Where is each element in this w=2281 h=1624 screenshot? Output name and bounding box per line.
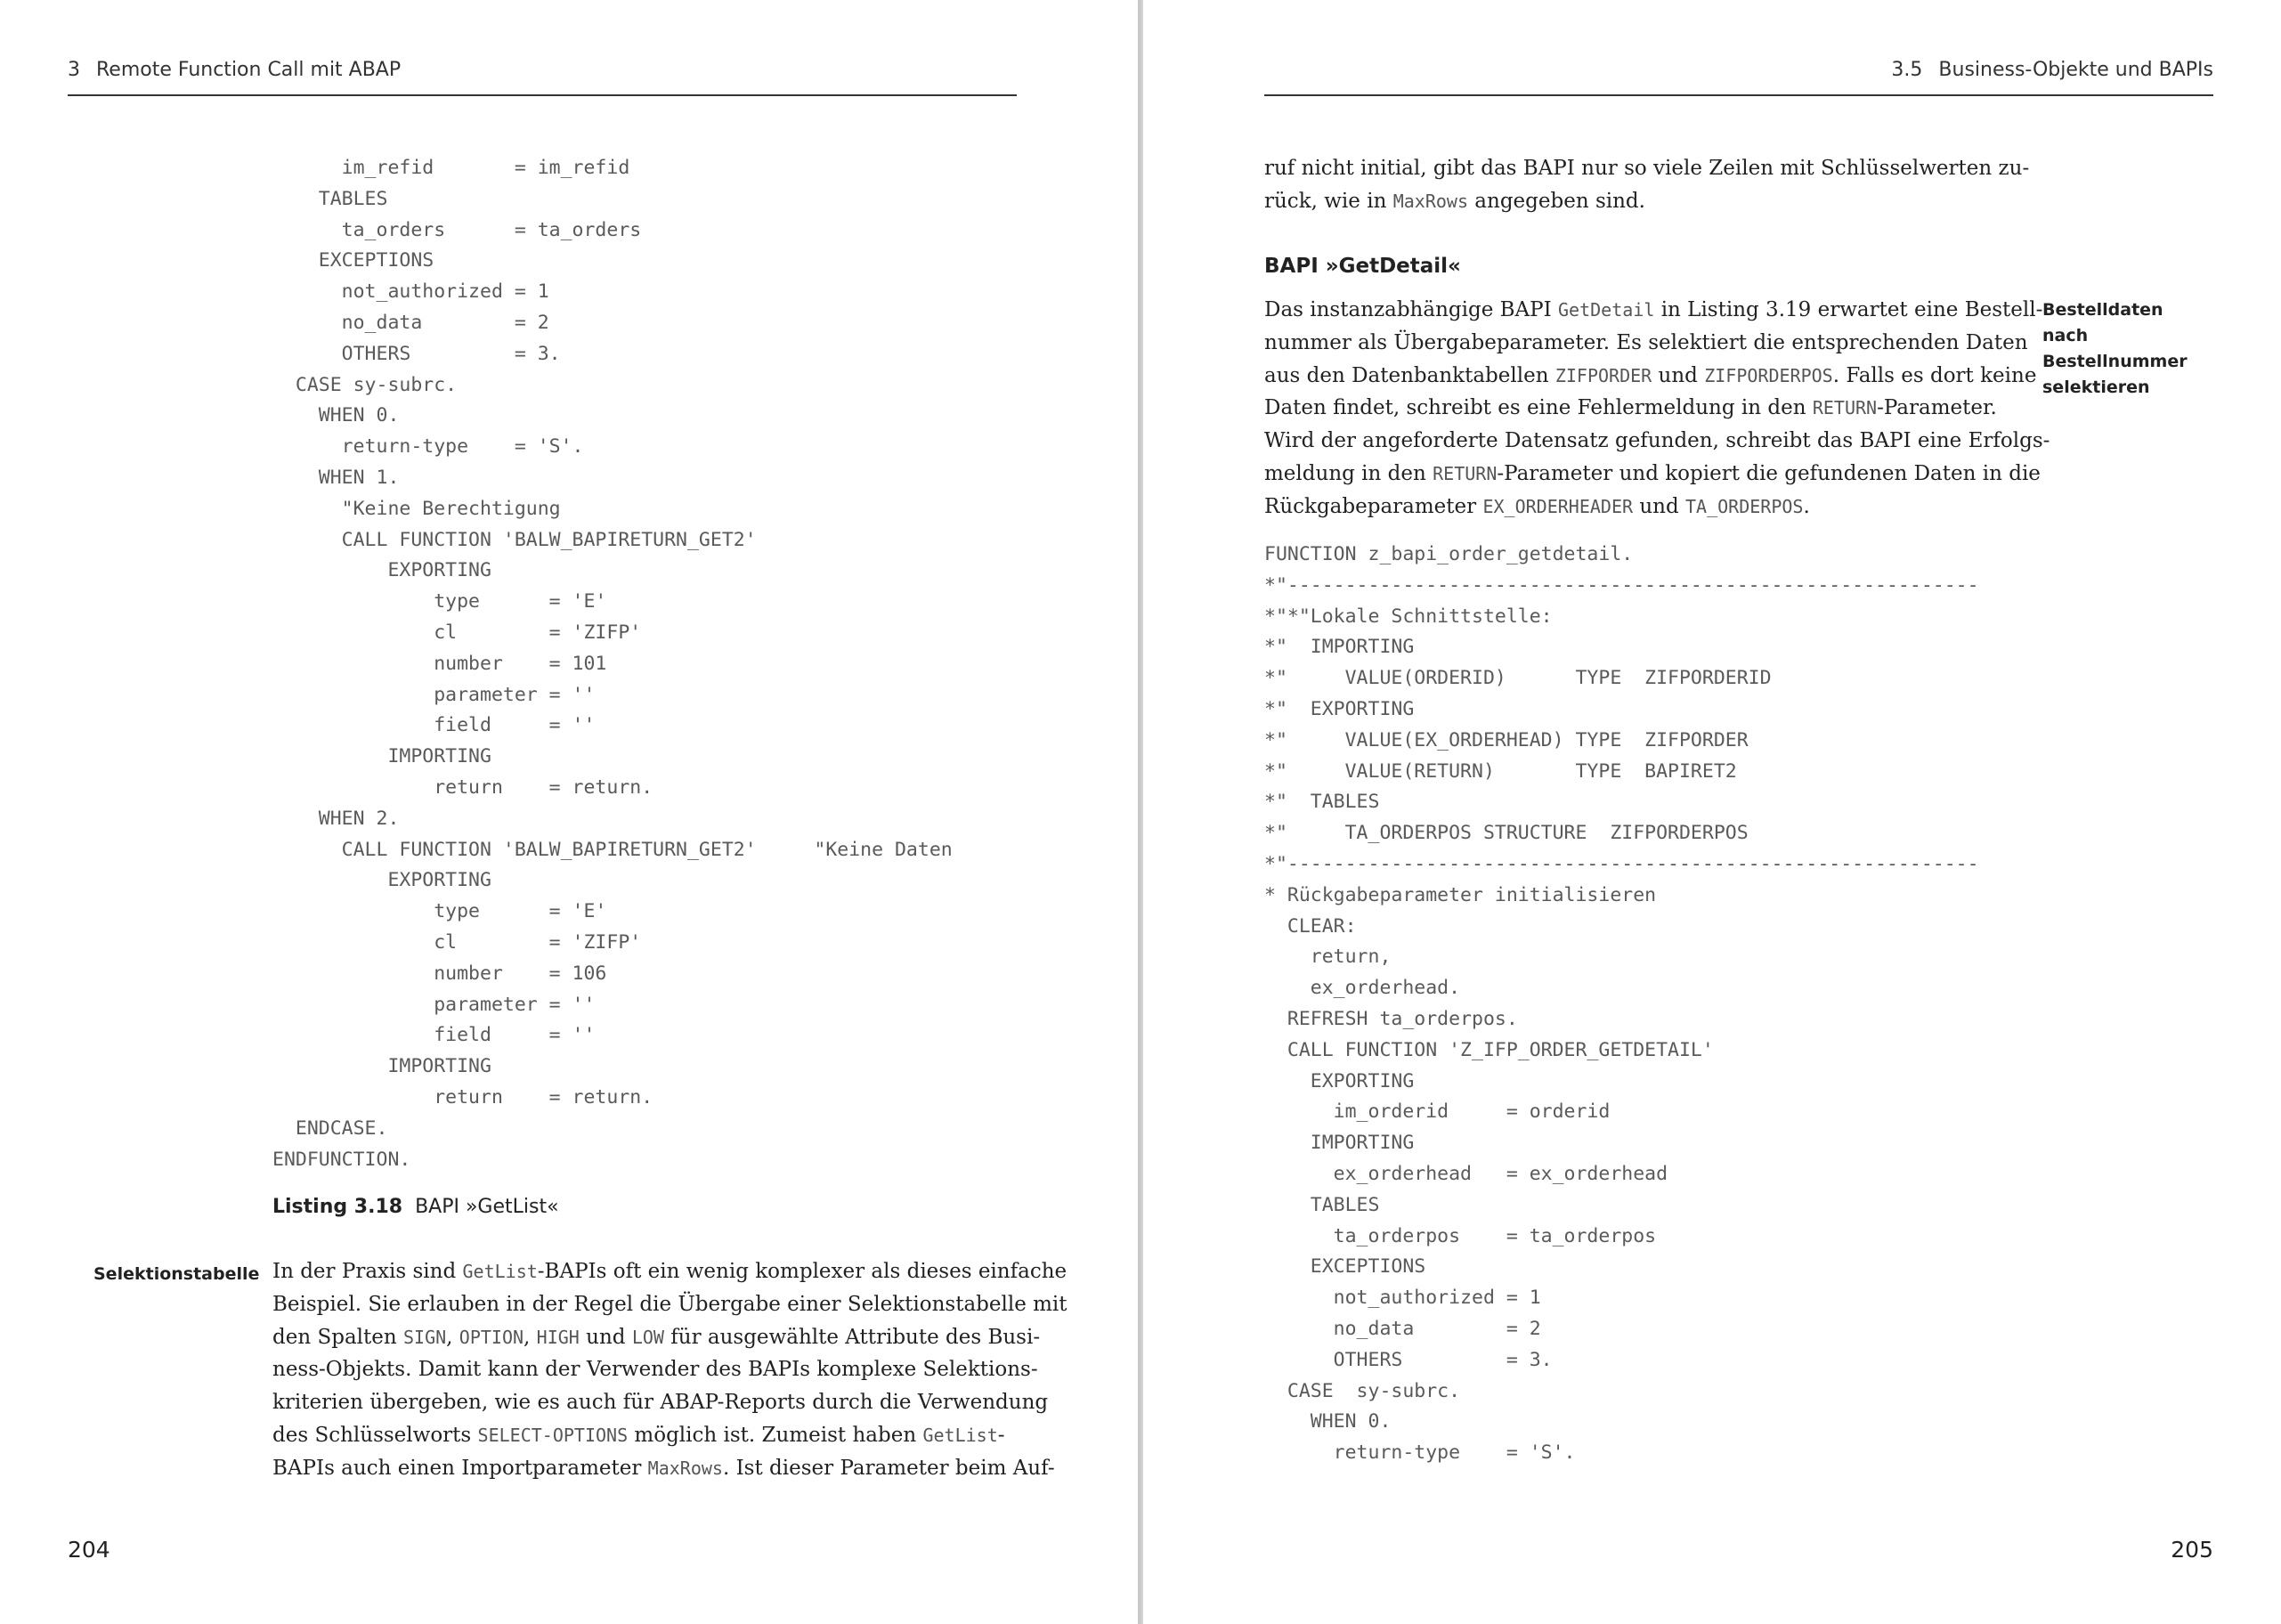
inline-code: SIGN bbox=[402, 1326, 447, 1348]
code-line: ta_orderpos = ta_orderpos bbox=[1264, 1224, 1657, 1247]
text-line bbox=[1264, 152, 2030, 185]
text-run: . bbox=[1803, 494, 1810, 518]
text-line bbox=[1264, 392, 2010, 425]
code-line: *"*"Lokale Schnittstelle: bbox=[1264, 605, 1553, 628]
text-run: ruf nicht initial, gibt das BAPI nur so viele Zeilen mit Schlüsselwerten zu- bbox=[1264, 157, 2030, 180]
code-line: "Keine Berechtigung bbox=[272, 497, 561, 520]
text-run: -Parameter und kopiert die gefundenen Daten in die bbox=[1497, 461, 2041, 485]
inline-code: GetDetail bbox=[1558, 299, 1655, 321]
text-line bbox=[1264, 185, 2010, 218]
inline-code: SELECT-OPTIONS bbox=[477, 1424, 629, 1446]
code-line: return, bbox=[1264, 946, 1392, 969]
text-run: Wird der angeforderte Datensatz gefunden, schreibt das BAPI eine Erfolgs- bbox=[1264, 429, 2050, 453]
text-run: des Schlüsselworts bbox=[272, 1423, 478, 1447]
code-line: return-type = 'S'. bbox=[1264, 1441, 1576, 1465]
text-run: aus den Datenbanktabellen bbox=[1264, 363, 1555, 387]
inline-code: GetList bbox=[922, 1424, 998, 1446]
text-run: - bbox=[997, 1423, 1005, 1447]
text-run: ness-Objekts. Damit kann der Verwender des BAPIs komplexe Selektions- bbox=[272, 1358, 1038, 1382]
text-run: . Falls es dort keine bbox=[1832, 363, 2037, 387]
text-run: -BAPIs oft ein wenig komplexer als dieses einfache bbox=[537, 1260, 1067, 1283]
code-line: IMPORTING bbox=[272, 745, 491, 768]
code-line: CALL FUNCTION 'BALW_BAPIRETURN_GET2' "Keine Daten bbox=[272, 838, 953, 861]
text-run: und bbox=[1633, 494, 1686, 518]
code-line: return = return. bbox=[272, 775, 653, 799]
code-line: TABLES bbox=[1264, 1193, 1380, 1216]
code-line: CALL FUNCTION 'BALW_BAPIRETURN_GET2' bbox=[272, 528, 757, 551]
text-line bbox=[1264, 491, 2010, 524]
code-line: ta_orders = ta_orders bbox=[272, 218, 642, 241]
code-line: CALL FUNCTION 'Z_IFP_ORDER_GETDETAIL' bbox=[1264, 1038, 1714, 1061]
code-line: FUNCTION z_bapi_order_getdetail. bbox=[1264, 543, 1634, 565]
code-line: *" VALUE(RETURN) TYPE BAPIRET2 bbox=[1264, 759, 1737, 783]
code-line: *" VALUE(EX_ORDERHEAD) TYPE ZIFPORDER bbox=[1264, 728, 1749, 751]
code-line: * Rückgabeparameter initialisieren bbox=[1264, 883, 1657, 906]
text-run: -Parameter. bbox=[1877, 396, 1997, 420]
section-title: Business-Objekte und BAPIs bbox=[1938, 59, 2213, 81]
code-line: parameter = '' bbox=[272, 683, 596, 706]
text-line bbox=[1264, 360, 2037, 393]
code-line: type = 'E' bbox=[272, 590, 607, 613]
text-line bbox=[272, 1452, 1055, 1485]
code-line: WHEN 1. bbox=[272, 466, 400, 489]
body-paragraph-getlist bbox=[272, 1255, 1067, 1485]
body-paragraph-getdetail bbox=[1264, 294, 2050, 524]
code-line: *"------------------------------------------------------------ bbox=[1264, 852, 1979, 875]
code-line: REFRESH ta_orderpos. bbox=[1264, 1007, 1518, 1030]
code-listing-getdetail bbox=[1264, 540, 1979, 1469]
margin-note-bestelldaten bbox=[2042, 297, 2212, 401]
margin-note-line: selektieren bbox=[2042, 378, 2150, 397]
code-line: OTHERS = 3. bbox=[1264, 1348, 1553, 1371]
code-line: *" VALUE(ORDERID) TYPE ZIFPORDERID bbox=[1264, 667, 1772, 690]
code-line: *"------------------------------------------------------------ bbox=[1264, 573, 1979, 597]
code-line: im_refid = im_refid bbox=[272, 157, 630, 179]
left-page bbox=[0, 0, 1140, 1624]
code-line: EXPORTING bbox=[1264, 1069, 1415, 1092]
text-run: nummer als Übergabeparameter. Es selektiert die entsprechenden Daten bbox=[1264, 330, 2028, 354]
text-line bbox=[272, 1255, 1067, 1288]
text-run: , bbox=[524, 1325, 537, 1349]
code-line: CASE sy-subrc. bbox=[1264, 1379, 1461, 1402]
code-line: number = 101 bbox=[272, 652, 607, 675]
text-run: und bbox=[579, 1325, 632, 1349]
text-run: Daten findet, schreibt es eine Fehlermeldung in den bbox=[1264, 396, 1813, 420]
code-line: parameter = '' bbox=[272, 993, 596, 1016]
listing-caption-title: BAPI »GetList« bbox=[415, 1196, 559, 1218]
inline-code: TA_ORDERPOS bbox=[1685, 495, 1804, 517]
code-line: EXCEPTIONS bbox=[272, 249, 434, 272]
margin-note-line: Bestellnummer bbox=[2042, 352, 2188, 371]
text-run: , bbox=[446, 1325, 459, 1349]
code-line: type = 'E' bbox=[272, 900, 607, 923]
code-line: return-type = 'S'. bbox=[272, 435, 584, 459]
code-line: not_authorized = 1 bbox=[1264, 1287, 1541, 1310]
inline-code: RETURN bbox=[1812, 397, 1878, 419]
page-number-right: 205 bbox=[2171, 1537, 2213, 1563]
text-run: den Spalten bbox=[272, 1325, 403, 1349]
section-heading-getdetail: BAPI »GetDetail« bbox=[1264, 255, 1461, 278]
text-run: in Listing 3.19 erwartet eine Bestell- bbox=[1654, 298, 2043, 321]
text-line bbox=[1264, 458, 2041, 491]
code-line: ex_orderhead. bbox=[1264, 977, 1461, 1000]
listing-caption bbox=[272, 1196, 559, 1218]
code-line: ENDCASE. bbox=[272, 1116, 388, 1140]
page-number-left: 204 bbox=[68, 1537, 110, 1563]
text-run: In der Praxis sind bbox=[272, 1260, 463, 1283]
right-page bbox=[1141, 0, 2281, 1624]
code-line: WHEN 0. bbox=[1264, 1410, 1392, 1433]
inline-code: HIGH bbox=[536, 1326, 580, 1348]
code-line: IMPORTING bbox=[1264, 1132, 1415, 1155]
code-line: field = '' bbox=[272, 714, 596, 737]
running-head-right bbox=[1264, 59, 2213, 96]
code-line: not_authorized = 1 bbox=[272, 280, 549, 304]
text-run: Beispiel. Sie erlauben in der Regel die Übergabe einer Selektionstabelle mit bbox=[272, 1292, 1067, 1316]
code-line: TABLES bbox=[272, 187, 388, 210]
code-line: number = 106 bbox=[272, 962, 607, 985]
inline-code: MaxRows bbox=[1392, 190, 1468, 212]
section-number: 3.5 bbox=[1891, 59, 1923, 81]
chapter-title: Remote Function Call mit ABAP bbox=[96, 59, 402, 81]
code-line: *" IMPORTING bbox=[1264, 636, 1415, 659]
code-line: OTHERS = 3. bbox=[272, 342, 561, 365]
text-run: angegeben sind. bbox=[1468, 189, 1645, 213]
text-line bbox=[272, 1419, 1017, 1452]
text-run: . Ist dieser Parameter beim Auf- bbox=[722, 1456, 1055, 1480]
text-run: rück, wie in bbox=[1264, 189, 1393, 213]
text-run: für ausgewählte Attribute des Busi- bbox=[663, 1325, 1041, 1349]
code-line: cl = 'ZIFP' bbox=[272, 621, 642, 644]
inline-code: MaxRows bbox=[647, 1457, 723, 1479]
chapter-number: 3 bbox=[68, 59, 80, 81]
code-line: cl = 'ZIFP' bbox=[272, 930, 642, 954]
inline-code: OPTION bbox=[459, 1326, 524, 1348]
text-run: möglich ist. Zumeist haben bbox=[628, 1423, 923, 1447]
code-line: EXCEPTIONS bbox=[1264, 1255, 1426, 1279]
inline-code: GetList bbox=[462, 1261, 538, 1282]
text-run: Rückgabeparameter bbox=[1264, 494, 1483, 518]
code-line: WHEN 0. bbox=[272, 404, 400, 427]
text-run: Das instanzabhängige BAPI bbox=[1264, 298, 1559, 321]
text-line bbox=[272, 1288, 1067, 1321]
text-line bbox=[272, 1353, 1038, 1386]
code-listing-getlist bbox=[272, 153, 953, 1175]
text-run: meldung in den bbox=[1264, 461, 1433, 485]
code-line: CASE sy-subrc. bbox=[272, 373, 458, 396]
code-line: im_orderid = orderid bbox=[1264, 1100, 1611, 1124]
code-line: no_data = 2 bbox=[272, 311, 549, 334]
inline-code: EX_ORDERHEADER bbox=[1482, 495, 1634, 517]
text-line bbox=[272, 1386, 1049, 1419]
text-run: und bbox=[1652, 363, 1705, 387]
text-line bbox=[1264, 294, 2043, 327]
inline-code: LOW bbox=[631, 1326, 664, 1348]
code-line: CLEAR: bbox=[1264, 914, 1357, 938]
code-line: IMPORTING bbox=[272, 1055, 491, 1078]
code-line: EXPORTING bbox=[272, 869, 491, 892]
margin-note-selektionstabelle: Selektionstabelle bbox=[93, 1264, 260, 1284]
code-line: ex_orderhead = ex_orderhead bbox=[1264, 1162, 1668, 1185]
code-line: EXPORTING bbox=[272, 559, 491, 582]
text-run: kriterien übergeben, wie es auch für ABAP-Reports durch die Verwendung bbox=[272, 1391, 1049, 1415]
code-line: return = return. bbox=[272, 1085, 653, 1108]
text-line bbox=[1264, 327, 2028, 360]
code-line: *" TABLES bbox=[1264, 791, 1380, 814]
code-line: ENDFUNCTION. bbox=[272, 1148, 411, 1171]
body-paragraph-continued bbox=[1264, 152, 2030, 218]
margin-note-line: Bestelldaten nach bbox=[2042, 300, 2163, 345]
code-line: WHEN 2. bbox=[272, 807, 400, 830]
text-run: BAPIs auch einen Importparameter bbox=[272, 1456, 648, 1480]
code-line: field = '' bbox=[272, 1024, 596, 1047]
code-line: *" TA_ORDERPOS STRUCTURE ZIFPORDERPOS bbox=[1264, 822, 1749, 845]
running-head-left bbox=[68, 59, 1017, 96]
listing-caption-label: Listing 3.18 bbox=[272, 1196, 403, 1218]
text-line bbox=[272, 1321, 1041, 1354]
text-line bbox=[1264, 425, 2050, 458]
inline-code: ZIFPORDERPOS bbox=[1704, 364, 1833, 386]
inline-code: RETURN bbox=[1433, 462, 1498, 484]
code-line: no_data = 2 bbox=[1264, 1317, 1541, 1340]
code-line: *" EXPORTING bbox=[1264, 697, 1415, 720]
inline-code: ZIFPORDER bbox=[1554, 364, 1652, 386]
